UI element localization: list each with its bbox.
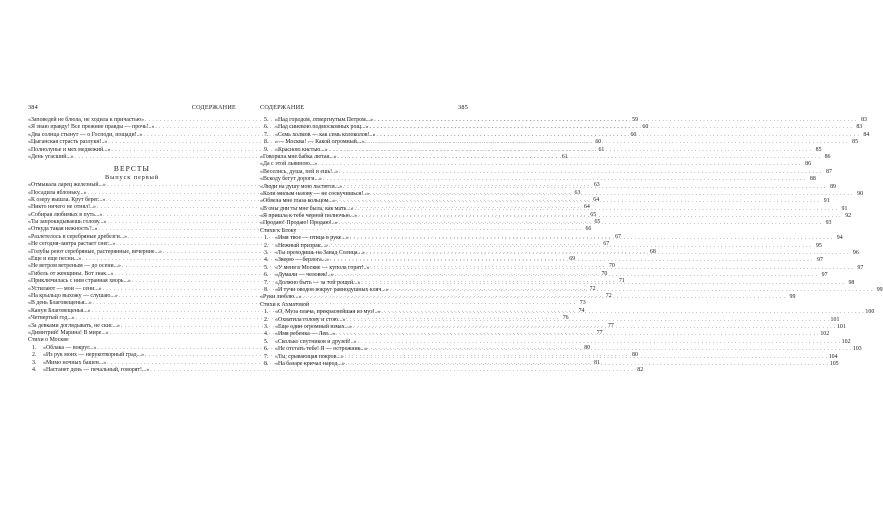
toc-entry-page: 97: [817, 257, 823, 264]
toc-entry-number: 7.: [264, 279, 269, 286]
toc-entry-title: «Канун Благовещенья...»: [28, 307, 91, 314]
dot-leader: [355, 206, 838, 213]
toc-entry-title: «Посадила яблоньку...»: [28, 189, 87, 196]
toc-entry-title: «Я пришла к тебе черной полночью...»: [260, 213, 358, 220]
dot-leader: [365, 139, 848, 146]
toc-entry-number: 4.: [264, 257, 269, 264]
toc-entry-title: «Два солнца стынут — о Господи, пощади!..»: [28, 131, 143, 138]
dot-leader: [318, 161, 801, 168]
group-title-moscow: Стихи о Москве: [28, 337, 69, 344]
toc-entry-page: 102: [841, 338, 851, 345]
toc-entry-page: 91: [841, 205, 848, 212]
toc-entry-page: 80: [632, 352, 638, 359]
toc-entry-page: 66: [585, 226, 592, 233]
group-title-akhmatova: Стихи к Ахматовой: [260, 301, 310, 308]
toc-entry-title: «Сколько спутников и друзей!..»: [275, 338, 357, 345]
toc-entry-page: 69: [569, 256, 576, 263]
toc-entry-page: 80: [584, 344, 591, 351]
toc-entry-page: 74: [578, 307, 585, 314]
toc-entry-title: «К озеру вышла. Крут берег...»: [28, 196, 106, 203]
left-running-head: [28, 104, 236, 113]
toc-entry-number: 2.: [32, 352, 37, 359]
toc-entry-number: 7.: [264, 131, 269, 138]
toc-entry-page: 70: [601, 270, 608, 277]
toc-entry-page: 72: [605, 292, 612, 299]
dot-leader: [350, 235, 833, 242]
dot-leader: [353, 324, 836, 331]
toc-entry-page: 82: [637, 366, 644, 373]
right-running-title: СОДЕРЖАНИЕ: [260, 104, 305, 111]
toc-entry-title: «Над синевою подмосковных рощ...»: [275, 124, 369, 131]
toc-entry-number: 1.: [264, 309, 269, 316]
dot-leader: [329, 243, 812, 250]
toc-entry-title: «Никто ничего не отнял!..»: [28, 204, 96, 211]
toc-entry-title: «За девками доглядывать, не скис...»: [28, 322, 120, 329]
toc-entry-title: «Семь холмов — как семь колоколов!..»: [275, 131, 376, 138]
toc-entry-title: «Не отстать тебе! Я — острожник...»: [275, 346, 368, 353]
toc-entry-page: 64: [583, 204, 590, 211]
dot-leader: [346, 361, 829, 368]
toc-entry-title: «Ты проходишь на Запад Солнца...»: [275, 250, 365, 257]
dot-leader: [390, 287, 873, 294]
toc-entry-title: «Коли милым назову — не соскучишься!..»: [260, 190, 370, 197]
toc-entry-page: 65: [594, 219, 601, 226]
right-page-number: 385: [458, 104, 468, 111]
toc-entry-title: «Обвела мне глаза кольцом...»: [260, 198, 336, 205]
toc-entry-number: 6.: [264, 124, 269, 131]
toc-entry-number: 7.: [264, 353, 269, 360]
dot-leader: [335, 272, 818, 279]
dot-leader: [374, 117, 857, 124]
dot-leader: [358, 213, 841, 220]
toc-entry-title: «День угасший...»: [28, 153, 74, 160]
toc-entry-page: 72: [589, 285, 596, 292]
toc-entry-page: 76: [562, 315, 569, 322]
toc-entry-number: 3.: [264, 323, 269, 330]
toc-entry-page: 94: [836, 235, 843, 242]
dot-leader: [303, 294, 786, 301]
toc-entry-title: «Продаю! Продаю! Продаю!..»: [260, 220, 338, 227]
dot-leader: [358, 339, 841, 346]
toc-entry-page: 84: [863, 131, 870, 138]
toc-entry-page: 100: [865, 309, 875, 316]
dot-leader: [337, 198, 820, 205]
toc-entry-page: 99: [876, 286, 883, 293]
toc-entry-title: «Охватила голову и стою...»: [275, 316, 346, 323]
toc-entry-page: 63: [574, 189, 581, 196]
toc-entry-number: 1.: [32, 344, 37, 351]
toc-entry-page: 99: [789, 294, 796, 301]
section-subtitle: Выпуск первый: [105, 173, 159, 181]
toc-entry-title: «Нежный призрак...»: [275, 242, 328, 249]
toc-entry-number: 8.: [264, 360, 269, 367]
dot-leader: [339, 220, 822, 227]
toc-entry-page: 92: [845, 213, 852, 220]
toc-entry-page: 64: [593, 196, 600, 203]
right-running-head: [260, 104, 468, 113]
toc-entry-page: 73: [579, 300, 586, 307]
toc-entry-title: «Отмыкала ларец железный...»: [28, 182, 106, 189]
toc-entry-page: 60: [630, 131, 637, 138]
section-title: ВЕРСТЫ: [113, 163, 151, 173]
toc-entry-title: «Ты, срывающая покров...»: [275, 353, 344, 360]
toc-entry-page: 88: [809, 176, 816, 183]
toc-entry-title: «Люди на душу мою льстятся...»: [260, 183, 343, 190]
toc-entry-number: 8.: [264, 139, 269, 146]
toc-entry-title: «Заповедей не блюла, не ходила к причастью»: [28, 117, 145, 123]
toc-entry-page: 83: [856, 124, 863, 131]
toc-entry: [260, 176, 816, 183]
group-title-blok: Стихи к Блоку: [260, 227, 297, 234]
toc-entry-number: 4.: [264, 331, 269, 338]
toc-entry-number: 3.: [264, 250, 269, 257]
toc-entry-page: 96: [852, 250, 859, 257]
toc-entry-title: «И тучи оводов вокруг равнодушных кляч...»: [275, 286, 389, 293]
dot-leader: [338, 154, 821, 161]
dot-leader: [381, 309, 864, 316]
toc-entry-title: «Собирая любимых в путь...»: [28, 211, 103, 218]
toc-entry-number: 3.: [32, 359, 37, 366]
toc-entry: [260, 338, 851, 346]
toc-entry-page: 71: [618, 278, 625, 285]
toc-entry-number: 4.: [32, 366, 37, 373]
toc-entry-number: 2.: [264, 242, 269, 249]
left-page-number: 384: [28, 104, 38, 111]
toc-entry-number: 9.: [264, 146, 269, 153]
left-running-title: СОДЕРЖАНИЕ: [191, 104, 236, 111]
toc-entry-page: 86: [824, 153, 831, 160]
toc-entry-page: 85: [815, 146, 822, 153]
dot-leader: [376, 132, 859, 139]
toc-entry-title: «Не ветром ветреным — до осени...»: [28, 263, 121, 270]
toc-entry-page: 59: [632, 117, 638, 123]
toc-entry-page: 87: [826, 168, 832, 175]
toc-entry-page: 70: [608, 263, 615, 270]
toc-entry-title: «Мимо ночных башен...»: [43, 359, 107, 366]
toc-entry-page: 97: [857, 264, 864, 271]
toc-entry-page: 101: [830, 316, 840, 323]
toc-entry-page: 104: [828, 353, 838, 360]
toc-entry-title: «В оны дни ты мне была, как мать...»: [260, 205, 354, 212]
dot-leader: [330, 257, 813, 264]
toc-entry-page: 63: [593, 182, 600, 189]
toc-entry-page: 98: [848, 279, 855, 286]
toc-entry-page: 102: [820, 331, 830, 338]
dot-leader: [370, 265, 853, 272]
toc-entry-page: 65: [590, 211, 597, 218]
toc-entry-title: «У меня в Москве — купола горят!..»: [275, 264, 370, 271]
toc-entry-title: «Разлетелось в серебряные дребезги...»: [28, 233, 128, 240]
toc-entry-page: 68: [649, 248, 656, 255]
toc-entry-page: 86: [805, 161, 812, 168]
toc-entry-title: «Красною кистью...»: [275, 146, 328, 153]
toc-entry-title: «Голубы реют серебряные, растерянные, вечерние...»: [28, 248, 162, 255]
dot-leader: [347, 317, 830, 324]
toc-entry-title: «Полнолунье и мех медвежий...»: [28, 146, 111, 153]
toc-entry-title: «Вскоду бегут дороги...»: [260, 176, 322, 183]
toc-entry-page: 103: [852, 346, 862, 353]
toc-entry-number: 5.: [264, 117, 269, 123]
toc-entry-title: «Четвертый год...»: [28, 315, 75, 322]
toc-entry-page: 93: [825, 220, 832, 227]
toc-entry-page: 60: [642, 124, 649, 131]
toc-entry-number: 6.: [264, 346, 269, 353]
toc-entry: [260, 161, 812, 168]
toc-entry-title: «Гибель от женщины. Вот знак...»: [28, 270, 114, 277]
toc-entry-title: «Зверю — берлога...»: [275, 257, 330, 264]
dot-leader: [339, 169, 822, 176]
toc-entry-title: «Имя твое — птица в руке...»: [275, 235, 349, 242]
toc-entry-title: «Говорила мне бабка лютая...»: [260, 153, 337, 160]
toc-entry-page: 67: [615, 233, 621, 240]
toc-entry-title: «Устилают — мои — сени...»: [28, 285, 102, 292]
toc-entry: [28, 366, 644, 374]
dot-leader: [336, 331, 819, 338]
toc-entry-title: «На крыльцо выхожу — слушаю...»: [28, 292, 118, 299]
toc-entry-page: 81: [594, 359, 601, 366]
toc-entry-page: 77: [596, 329, 603, 336]
toc-entry-title: «Приключилась с ним странная хворь...»: [28, 278, 131, 285]
toc-entry-title: «Не сегодня-завтра растает снег...»: [28, 241, 116, 248]
dot-leader: [369, 346, 852, 353]
dot-leader: [369, 124, 852, 131]
toc-entry-title: «Руки люблю...»: [260, 294, 302, 301]
toc-entry-page: 101: [836, 323, 846, 330]
dot-leader: [345, 354, 828, 361]
toc-entry-page: 90: [857, 190, 864, 197]
toc-entry-number: 8.: [264, 286, 269, 293]
toc-entry-title: «Да с этой львиною...»: [260, 161, 318, 168]
toc-entry-page: 60: [595, 139, 602, 146]
toc-entry-title: «Откуда такая нежность?..»: [28, 226, 98, 233]
toc-entry-title: «Из рук моих — нерукотворный град...»: [43, 352, 145, 359]
dot-leader: [343, 184, 826, 191]
toc-entry-page: 67: [603, 241, 610, 248]
toc-entry-title: «Думали — человек!..»: [275, 272, 334, 279]
toc-entry-number: 1.: [264, 235, 269, 242]
toc-entry-page: 77: [607, 322, 614, 329]
toc-entry-page: 95: [815, 242, 822, 249]
toc-entry-page: 97: [821, 272, 828, 279]
toc-entry-number: 6.: [264, 272, 269, 279]
toc-entry-title: «Настанет день — печальный, говорят!...»: [43, 366, 150, 373]
toc-entry-title: «Еще и еще песни...»: [28, 256, 82, 263]
toc-entry-title: «На базаре кричал народ...»: [275, 360, 345, 367]
toc-entry-title: «— Москва! — Какой огромный...»: [275, 139, 365, 146]
toc-entry-page: 83: [861, 117, 867, 123]
toc-entry-number: 5.: [264, 338, 269, 345]
toc-entry-page: 105: [829, 360, 839, 367]
toc-entry-title: «Над городом, отвергнутым Петром...»: [275, 117, 374, 123]
toc-entry-title: «Димитрий! Марина! В мире...»: [28, 329, 109, 336]
toc-entry-title: «Ты запрокидываешь голову...»: [28, 219, 107, 226]
toc-entry-title: «Облака — вокруг...»: [43, 344, 97, 351]
toc-entry-number: 5.: [264, 264, 269, 271]
toc-entry-title: «О, Муза плача, прекраснейшая из муз!..»: [275, 309, 381, 316]
toc-entry-title: «Я знаю правду! Все прежние правды — прочь!..»: [28, 124, 155, 131]
toc-entry-title: «Должно быть — за той рощей...»: [275, 279, 361, 286]
toc-entry-page: 91: [823, 198, 830, 205]
toc-entry-page: 61: [598, 146, 605, 153]
dot-leader: [362, 280, 845, 287]
toc-entry-page: 61: [561, 153, 568, 160]
toc-entry-title: «В день Благовещенья...»: [28, 300, 92, 307]
toc-entry-number: 2.: [264, 316, 269, 323]
toc-entry-title: «Веселись, душа, пей и ешь!..»: [260, 168, 339, 175]
dot-leader: [329, 147, 812, 154]
dot-leader: [366, 250, 849, 257]
dot-leader: [370, 191, 853, 198]
toc-entry-title: «Еще один огромный взмах...»: [275, 323, 352, 330]
dot-leader: [323, 176, 806, 183]
toc-entry-title: «Имя ребенка — Лев...»: [275, 331, 336, 338]
toc-entry-page: 89: [830, 183, 836, 190]
toc-entry-title: «Цыганская страсть разлуки!..»: [28, 139, 108, 146]
toc-entry-page: 85: [852, 139, 859, 146]
